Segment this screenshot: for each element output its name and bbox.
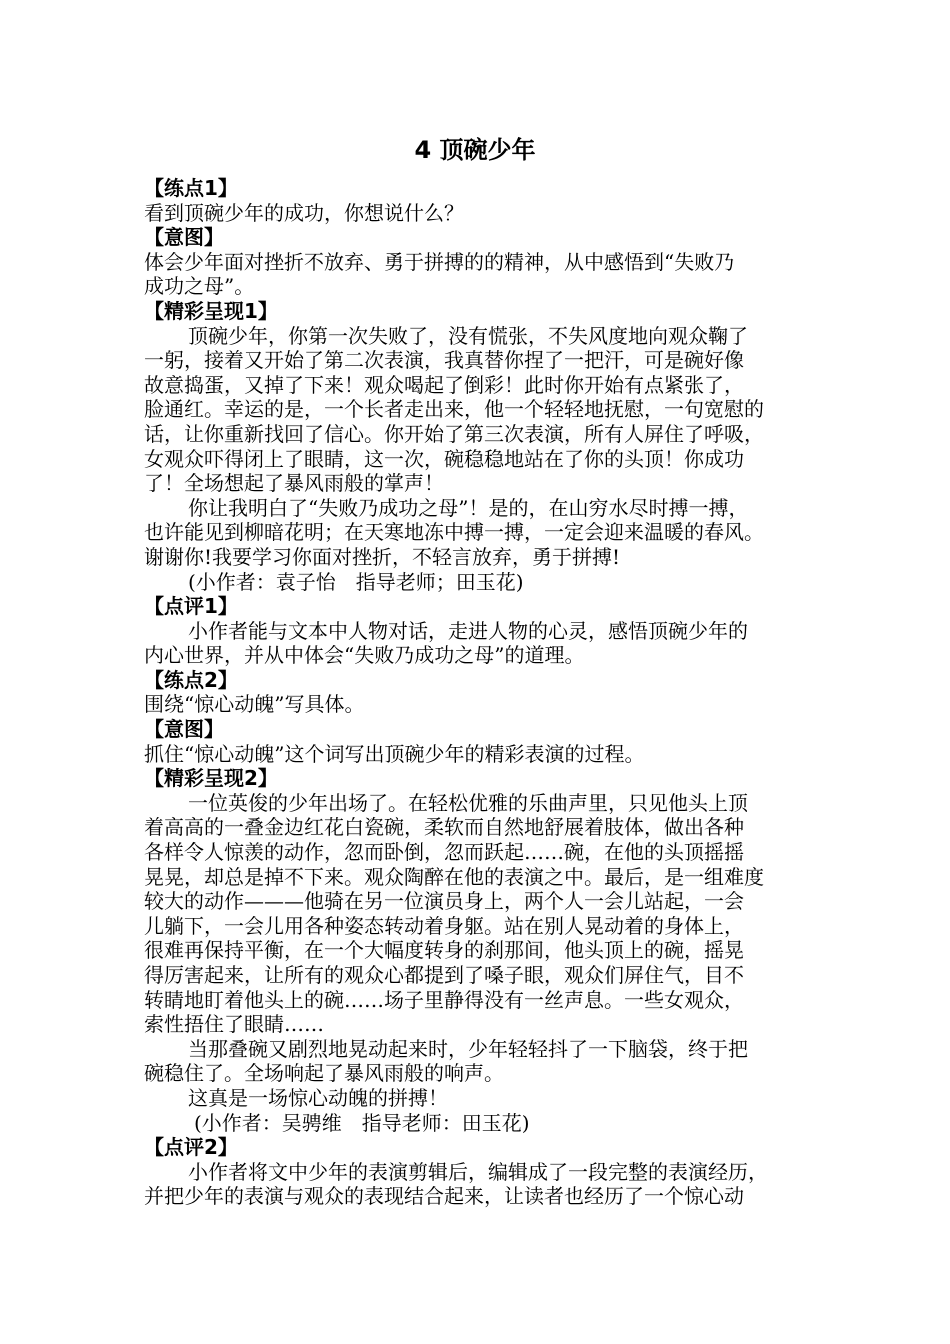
text-line: 晃晃，却总是掉不下来。观众陶醉在他的表演之中。最后，是一组难度 — [144, 864, 764, 889]
text-line: 顶碗少年，你第一次失败了，没有慌张，不失风度地向观众鞠了 — [188, 323, 748, 348]
text-line: 转睛地盯着他头上的碗……场子里静得没有一丝声息。一些女观众， — [144, 987, 744, 1012]
text-line: 碗稳住了。全场响起了暴风雨般的响声。 — [144, 1061, 504, 1086]
text-line: 索性捂住了眼睛…… — [144, 1012, 324, 1037]
section-heading: 【精彩呈现2】 — [144, 766, 278, 791]
text-line: 成功之母”。 — [144, 274, 255, 299]
text-line: (小作者：吴骋维 指导老师：田玉花) — [194, 1110, 530, 1135]
text-line: 着高高的一叠金边红花白瓷碗，柔软而自然地舒展着肢体，做出各种 — [144, 815, 744, 840]
text-line: 并把少年的表演与观众的表现结合起来，让读者也经历了一个惊心动 — [144, 1184, 744, 1209]
text-line: 很难再保持平衡，在一个大幅度转身的刹那间，他头顶上的碗，摇晃 — [144, 938, 744, 963]
text-line: 小作者将文中少年的表演剪辑后，编辑成了一段完整的表演经历， — [188, 1159, 768, 1184]
text-line: 看到顶碗少年的成功，你想说什么？ — [144, 200, 464, 225]
section-heading: 【意图】 — [144, 717, 224, 742]
text-line: 一位英俊的少年出场了。在轻松优雅的乐曲声里，只见他头上顶 — [188, 790, 748, 815]
text-line: 体会少年面对挫折不放弃、勇于拼搏的的精神，从中感悟到“失败乃 — [144, 249, 735, 274]
text-line: 一躬，接着又开始了第二次表演，我真替你捏了一把汗，可是碗好像 — [144, 348, 744, 373]
text-line: 也许能见到柳暗花明；在天寒地冻中搏一搏，一定会迎来温暖的春风。 — [144, 520, 764, 545]
text-line: 抓住“惊心动魄”这个词写出顶碗少年的精彩表演的过程。 — [144, 741, 645, 766]
text-line: 故意捣蛋，又掉了下来！观众喝起了倒彩！此时你开始有点紧张了， — [144, 372, 744, 397]
text-line: 女观众吓得闭上了眼睛，这一次，碗稳稳地站在了你的头顶！你成功 — [144, 446, 744, 471]
section-heading: 【练点2】 — [144, 667, 238, 692]
text-line: 了！全场想起了暴风雨般的掌声！ — [144, 471, 444, 496]
text-line: 小作者能与文本中人物对话，走进人物的心灵，感悟顶碗少年的 — [188, 618, 748, 643]
text-line: 当那叠碗又剧烈地晃动起来时，少年轻轻抖了一下脑袋，终于把 — [188, 1036, 748, 1061]
text-line: 各样令人惊羡的动作，忽而卧倒，忽而跃起……碗，在他的头顶摇摇 — [144, 840, 744, 865]
document-title: 4 顶碗少年 — [414, 136, 536, 164]
text-line: 内心世界，并从中体会“失败乃成功之母”的道理。 — [144, 643, 585, 668]
section-heading: 【精彩呈现1】 — [144, 298, 278, 323]
text-line: 这真是一场惊心动魄的拼搏！ — [188, 1085, 448, 1110]
text-line: 话，让你重新找回了信心。你开始了第三次表演，所有人屏住了呼吸， — [144, 421, 764, 446]
text-line: 脸通红。幸运的是，一个长者走出来，他一个轻轻地抚慰，一句宽慰的 — [144, 397, 764, 422]
document-body — [144, 176, 824, 1209]
text-line: 较大的动作———他骑在另一位演员身上，两个人一会儿站起，一会 — [144, 889, 744, 914]
section-heading: 【点评2】 — [144, 1135, 238, 1160]
section-heading: 【意图】 — [144, 225, 224, 250]
text-line: 得厉害起来，让所有的观众心都提到了嗓子眼，观众们屏住气，目不 — [144, 963, 744, 987]
text-line: 儿躺下，一会儿用各种姿态转动着身躯。站在别人晃动着的身体上， — [144, 913, 744, 938]
text-line: 你让我明白了“失败乃成功之母”！是的，在山穷水尽时搏一搏， — [188, 495, 749, 520]
section-heading: 【练点1】 — [144, 176, 238, 200]
text-line: 围绕“惊心动魄”写具体。 — [144, 692, 365, 717]
section-heading: 【点评1】 — [144, 594, 238, 619]
text-line: (小作者：袁子怡 指导老师；田玉花) — [188, 569, 524, 594]
text-line: 谢谢你!我要学习你面对挫折，不轻言放弃，勇于拼搏! — [144, 544, 621, 569]
